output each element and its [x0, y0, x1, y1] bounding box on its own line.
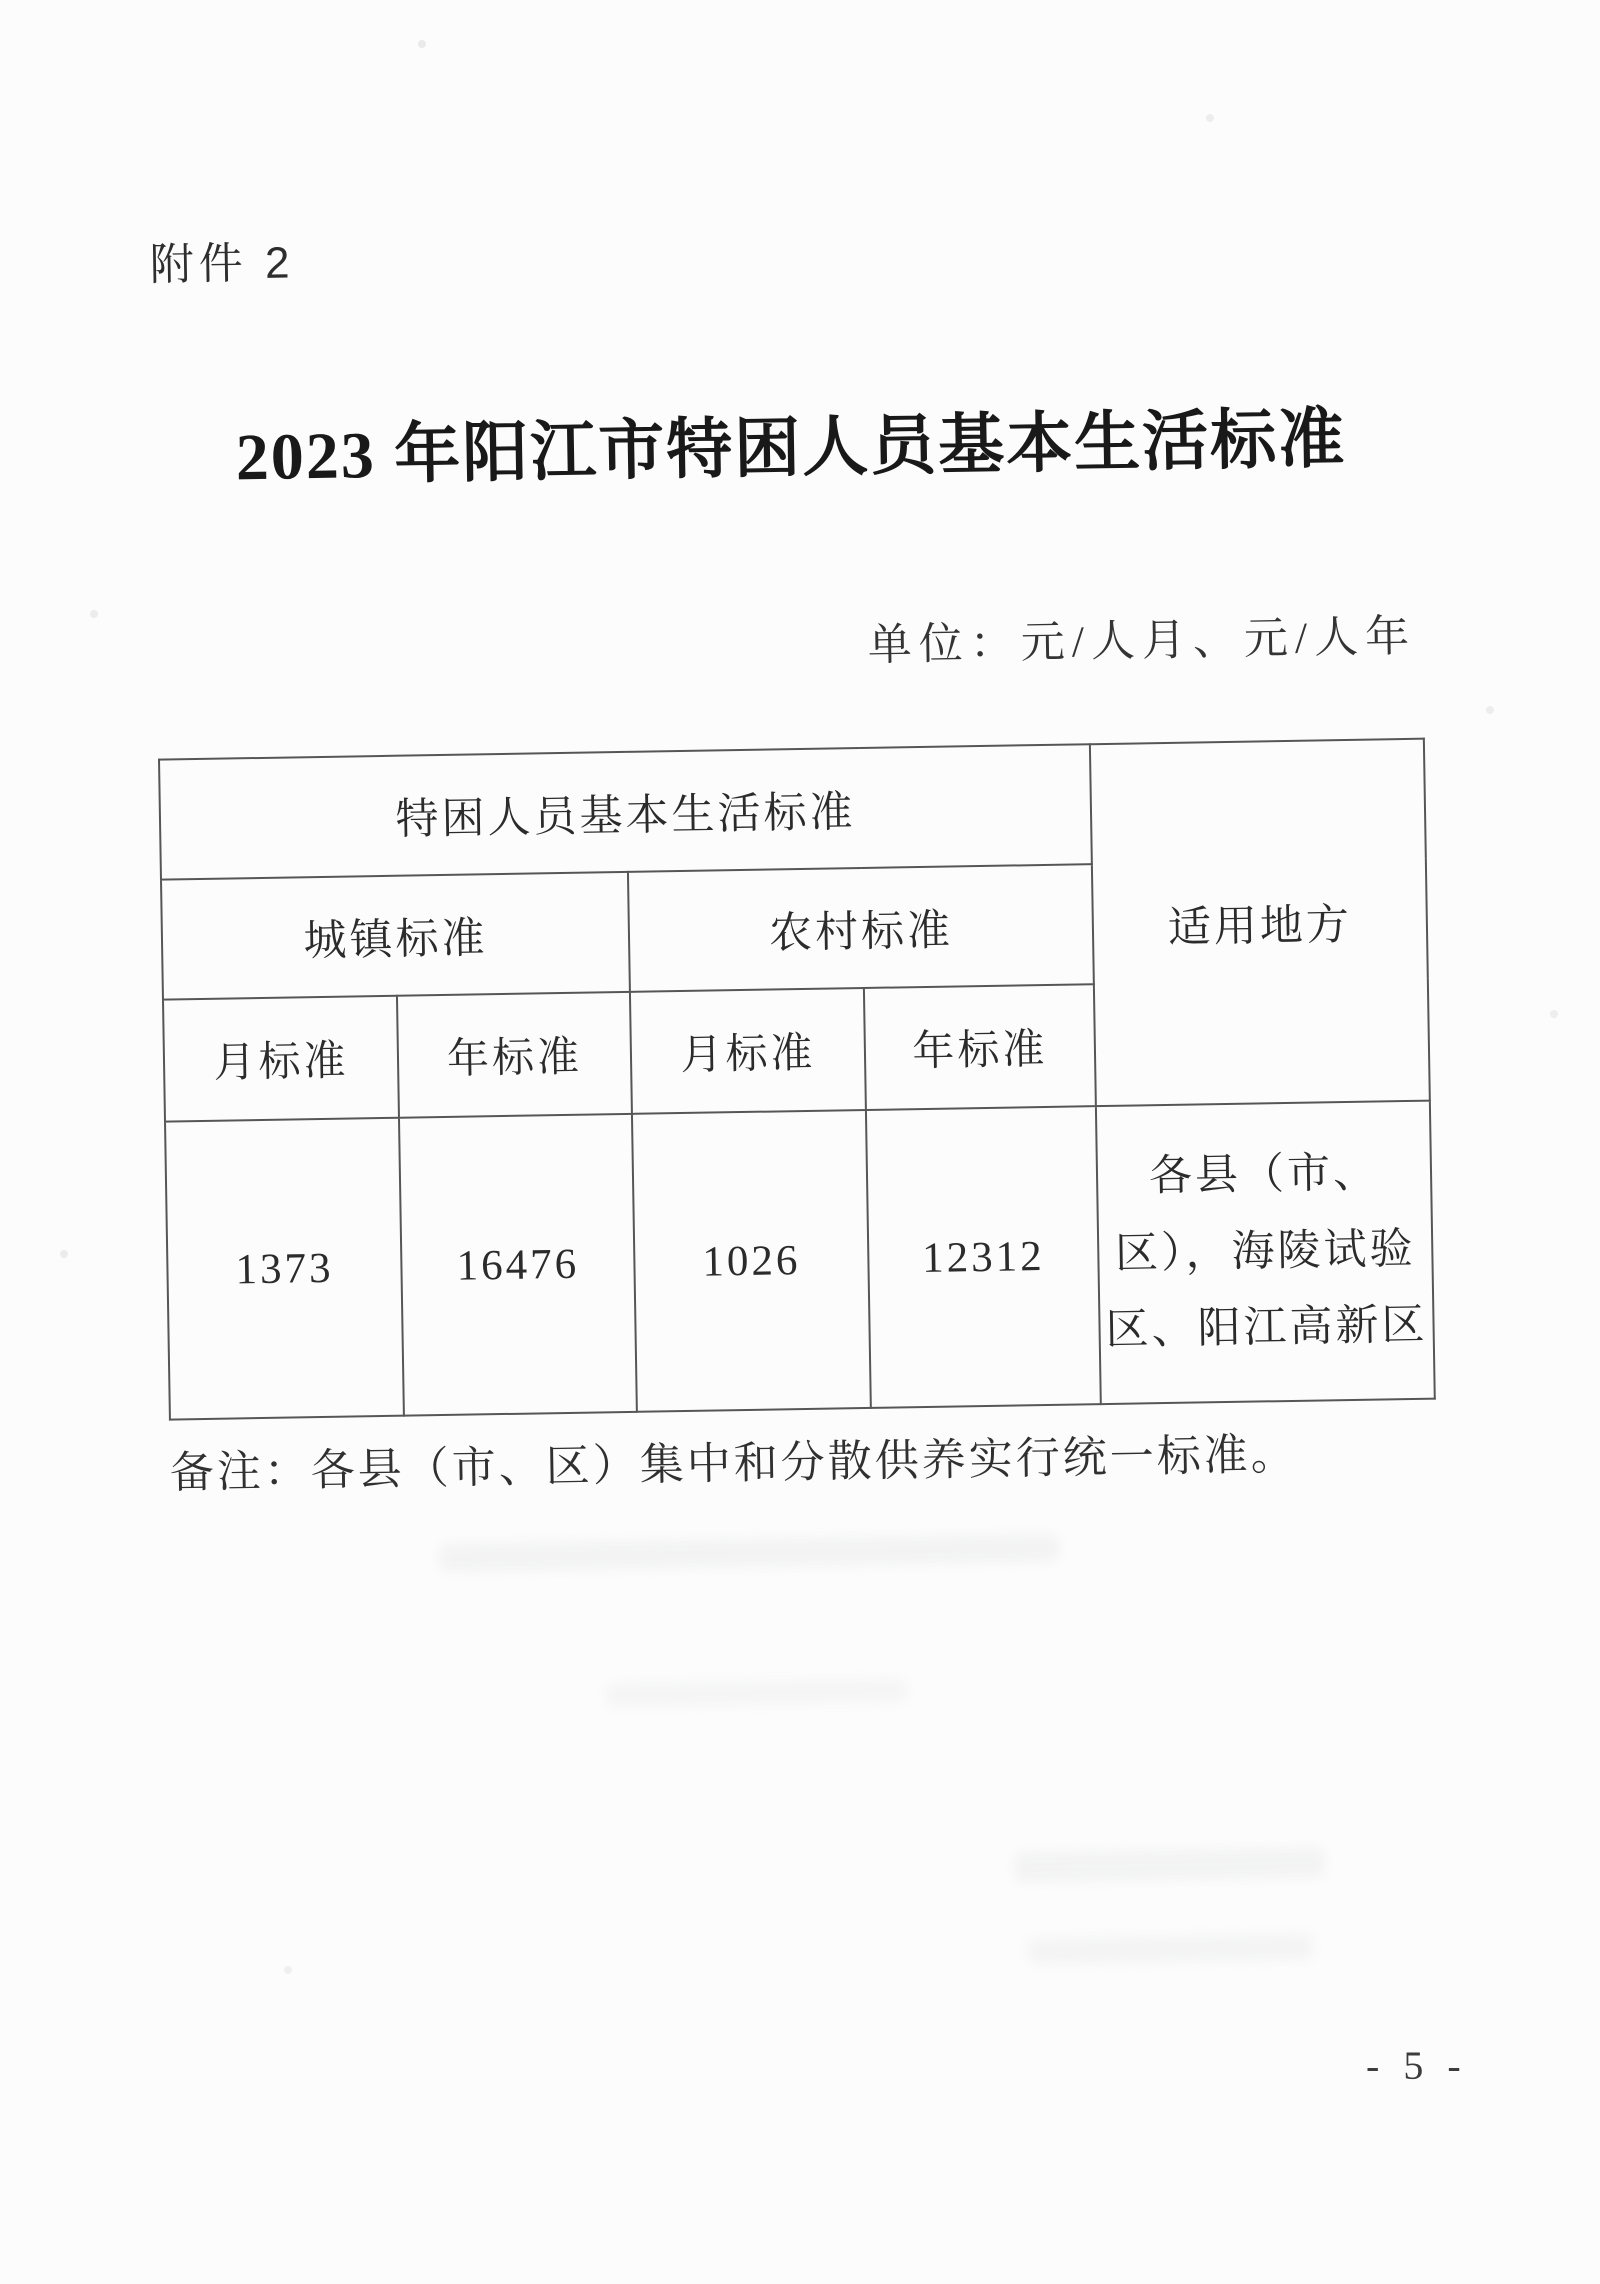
- attachment-label: 附件 2: [149, 238, 295, 290]
- bleedthrough-mark: [1028, 1934, 1313, 1965]
- subheader-rural-month: 月标准: [630, 988, 866, 1114]
- subheader-rural-year: 年标准: [864, 984, 1096, 1110]
- table-header-urban: 城镇标准: [161, 872, 630, 1000]
- table-row: [165, 1101, 1435, 1420]
- value-region: 各县（市、区），海陵试验区、阳江高新区: [1096, 1101, 1435, 1404]
- table-row: [159, 739, 1426, 880]
- table-header-region: 适用地方: [1090, 739, 1430, 1106]
- bleedthrough-mark: [606, 1678, 906, 1707]
- value-rural-year: 12312: [866, 1106, 1101, 1408]
- page-number: - 5 -: [1366, 2043, 1468, 2088]
- table-header-rural: 农村标准: [628, 864, 1094, 992]
- value-urban-month: 1373: [165, 1118, 404, 1420]
- subheader-urban-month: 月标准: [163, 996, 399, 1122]
- unit-note: 单位：元/人月、元/人年: [867, 611, 1417, 670]
- note: 备注：各县（市、区）集中和分散供养实行统一标准。: [169, 1429, 1299, 1498]
- standards-table: [158, 738, 1436, 1421]
- bleedthrough-mark: [439, 1534, 1059, 1572]
- value-rural-month: 1026: [632, 1110, 871, 1412]
- value-urban-year: 16476: [399, 1114, 637, 1416]
- page-title: 2023 年阳江市特困人员基本生活标准: [235, 402, 1347, 495]
- bleedthrough-mark: [1014, 1847, 1324, 1882]
- subheader-urban-year: 年标准: [397, 992, 632, 1118]
- table-header-main: 特困人员基本生活标准: [159, 744, 1092, 879]
